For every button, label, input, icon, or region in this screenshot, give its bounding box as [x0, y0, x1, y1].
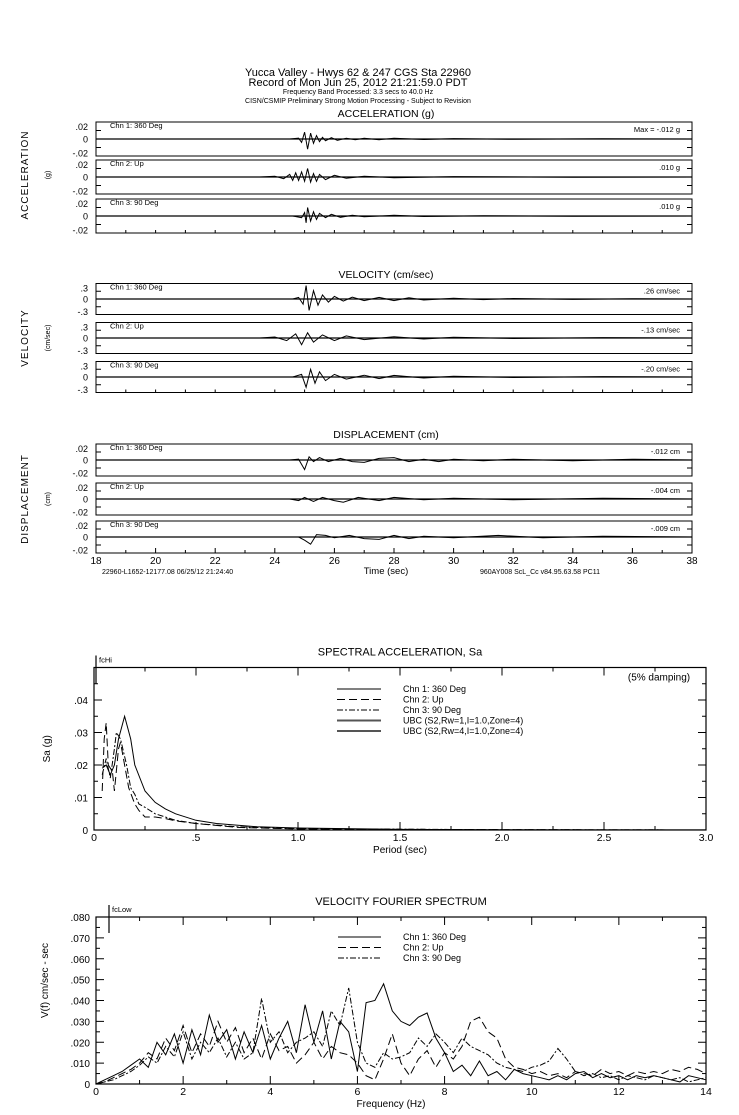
y-tick-label-bottom: -.02: [72, 545, 88, 556]
x-tick-label: 26: [328, 556, 340, 567]
legend-label-2: Chn 2: Up: [403, 942, 444, 953]
x-tick-label: 28: [388, 556, 400, 567]
channel-label: Chn 3: 90 Deg: [110, 360, 159, 370]
legend-label-3: Chn 3: 90 Deg: [403, 705, 462, 715]
legend-label-1: Chn 1: 360 Deg: [403, 684, 467, 694]
y-tick-label-zero: 0: [82, 372, 88, 383]
panel-y-label: ACCELERATION: [20, 130, 31, 220]
y-tick-label-zero: 0: [82, 532, 88, 543]
channel-label: Chn 3: 90 Deg: [110, 198, 159, 207]
y-tick-label: 0: [84, 1080, 90, 1091]
y-tick-label-top: .3: [80, 322, 88, 333]
x-tick-label: 6: [354, 1086, 361, 1098]
panel-y-unit: (cm/sec): [45, 324, 52, 352]
y-tick-label-top: .02: [75, 444, 88, 454]
x-tick-label: 36: [626, 556, 638, 567]
y-tick-label-bottom: -.02: [72, 507, 88, 518]
y-tick-label-top: .02: [75, 483, 88, 493]
panel-y-unit: (cm): [45, 492, 52, 506]
y-axis-label: Sa (g): [42, 735, 53, 763]
header-frequency-band: Frequency Band Processed: 3.3 secs to 40.0 Hz: [282, 89, 434, 96]
x-tick-label: 20: [150, 556, 162, 567]
legend-label-3: Chn 3: 90 Deg: [403, 953, 462, 963]
panel-title: VELOCITY (cm/sec): [338, 269, 434, 281]
x-tick-label: 8: [441, 1086, 448, 1098]
x-tick-label: 18: [90, 556, 102, 567]
channel-max-label: -.009 cm: [650, 524, 680, 533]
x-tick-label: 0: [91, 832, 97, 844]
y-tick-label-top: .3: [80, 283, 88, 294]
panel-title: ACCELERATION (g): [337, 108, 435, 120]
y-tick-label: .080: [70, 913, 90, 924]
panel-y-label: VELOCITY: [20, 309, 31, 367]
channel-label: Chn 1: 360 Deg: [110, 443, 163, 452]
legend-label-1: Chn 1: 360 Deg: [403, 932, 467, 942]
channel-label: Chn 2: Up: [110, 159, 144, 168]
x-tick-label: 0: [93, 1086, 99, 1098]
y-tick-label-bottom: -.02: [72, 186, 88, 197]
y-tick-label: .02: [74, 761, 88, 772]
y-tick-label-top: .02: [75, 160, 88, 170]
y-tick-label-zero: 0: [82, 494, 88, 505]
panel-y-unit: (g): [45, 170, 52, 180]
y-tick-label-bottom: -.3: [77, 346, 88, 356]
channel-max-label: -.13 cm/sec: [641, 325, 680, 335]
panel-y-label: DISPLACEMENT: [20, 454, 31, 544]
y-tick-label-bottom: -.02: [72, 148, 88, 159]
x-tick-label: 12: [613, 1086, 625, 1098]
channel-label: Chn 2: Up: [110, 482, 144, 491]
legend-label-5: UBC (S2,Rw=4,I=1.0,Zone=4): [403, 726, 524, 736]
footer-processing-id: 960AY008 ScL_Cc v84.95.63.58 PC11: [480, 569, 600, 576]
channel-max-label: .010 g: [659, 202, 680, 211]
x-tick-label: 4: [267, 1086, 274, 1098]
x-tick-label: .5: [191, 832, 201, 844]
legend-label-4: UBC (S2,Rw=1,I=1.0,Zone=4): [403, 715, 524, 726]
channel-label: Chn 3: 90 Deg: [110, 520, 159, 529]
y-tick-label: .070: [70, 933, 90, 945]
cutoff-marker-label: fcLow: [112, 905, 132, 914]
x-axis-label: Frequency (Hz): [356, 1099, 426, 1110]
header-station-title: Yucca Valley - Hwys 62 & 247 CGS Sta 22960: [244, 67, 472, 79]
header-record-time: Record of Mon Jun 25, 2012 21:21:59.0 PDT: [248, 77, 468, 89]
panel-title: DISPLACEMENT (cm): [333, 429, 439, 441]
channel-label: Chn 2: Up: [110, 321, 144, 331]
x-tick-label: 30: [448, 556, 460, 567]
x-tick-label: 2.0: [494, 832, 510, 844]
channel-max-label: -.20 cm/sec: [641, 364, 680, 374]
channel-max-label: -.004 cm: [650, 486, 680, 495]
x-tick-label: 24: [269, 556, 281, 567]
y-tick-label-bottom: -.3: [77, 307, 88, 317]
y-tick-label-top: .02: [75, 521, 88, 531]
x-axis-label: Time (sec): [363, 566, 409, 577]
plot-title: SPECTRAL ACCELERATION, Sa: [317, 646, 483, 659]
y-tick-label: .060: [70, 954, 90, 966]
y-tick-label-top: .3: [80, 361, 88, 372]
channel-max-label: Max = -.012 g: [633, 125, 680, 134]
y-tick-label-zero: 0: [82, 455, 88, 466]
channel-max-label: -.012 cm: [650, 447, 680, 456]
legend-label-2: Chn 2: Up: [403, 694, 444, 705]
y-tick-label: .010: [70, 1059, 90, 1071]
x-tick-label: 38: [686, 556, 698, 567]
y-tick-label-bottom: -.02: [72, 468, 88, 479]
y-tick-label-zero: 0: [82, 333, 88, 344]
x-tick-label: 10: [525, 1086, 538, 1098]
y-tick-label: .03: [74, 728, 88, 740]
x-tick-label: 14: [700, 1086, 712, 1098]
y-tick-label-top: .02: [75, 199, 88, 209]
cutoff-marker-label: fcHi: [99, 655, 112, 665]
x-tick-label: 1.5: [392, 832, 408, 844]
x-tick-label: 1.0: [290, 832, 306, 844]
y-tick-label-top: .02: [75, 122, 88, 132]
y-tick-label-zero: 0: [82, 134, 88, 145]
y-tick-label: .04: [74, 696, 88, 707]
damping-annotation: (5% damping): [627, 672, 691, 684]
x-tick-label: 22: [209, 556, 221, 567]
footer-record-id: 22960-L1652-12177.08 06/25/12 21:24:40: [102, 569, 234, 576]
header-processing-note: CISN/CSMIP Preliminary Strong Motion Processing - Subject to Revision: [245, 98, 471, 105]
y-tick-label-zero: 0: [82, 172, 88, 183]
x-axis-label: Period (sec): [373, 845, 427, 856]
y-tick-label: .050: [70, 975, 90, 987]
y-tick-label: .040: [70, 996, 90, 1008]
x-tick-label: 32: [507, 556, 519, 567]
y-tick-label: .030: [70, 1017, 90, 1029]
y-axis-label: V(f) cm/sec - sec: [40, 942, 51, 1019]
y-tick-label: .01: [74, 793, 88, 805]
y-tick-label-bottom: -.02: [72, 225, 88, 236]
channel-max-label: .010 g: [659, 163, 680, 172]
x-tick-label: 2.5: [596, 832, 612, 844]
x-tick-label: 34: [567, 556, 579, 567]
y-tick-label: 0: [82, 826, 88, 837]
y-tick-label-bottom: -.3: [77, 385, 88, 395]
channel-label: Chn 1: 360 Deg: [110, 121, 163, 130]
x-tick-label: 2: [180, 1086, 187, 1098]
x-tick-label: 3.0: [698, 832, 714, 844]
y-tick-label-zero: 0: [82, 294, 88, 305]
channel-label: Chn 1: 360 Deg: [110, 282, 163, 292]
channel-max-label: .26 cm/sec: [643, 286, 680, 296]
y-tick-label-zero: 0: [82, 211, 88, 222]
y-tick-label: .020: [70, 1038, 90, 1050]
plot-title: VELOCITY FOURIER SPECTRUM: [315, 896, 487, 908]
